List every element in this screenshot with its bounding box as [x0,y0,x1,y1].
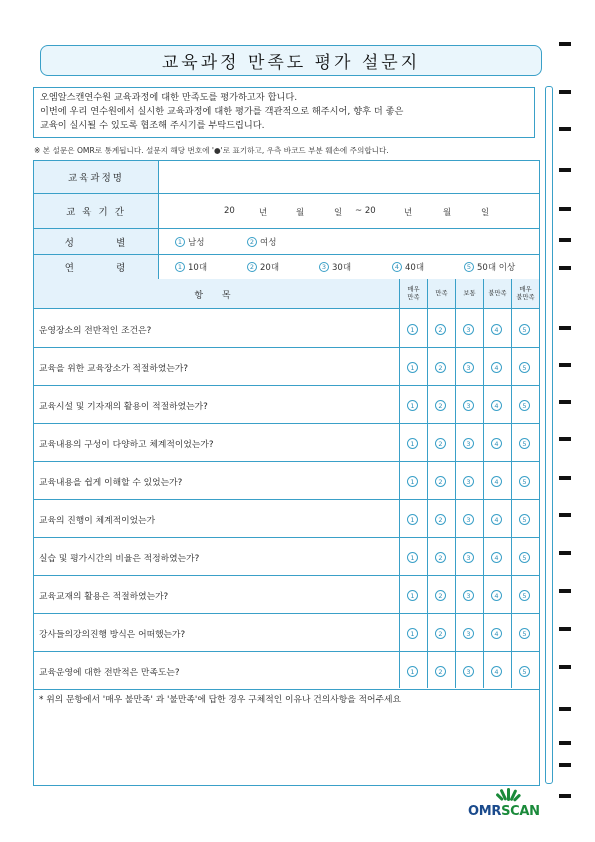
answer-bubble[interactable]: 3 [463,628,474,639]
timing-mark [559,763,571,767]
answer-bubble[interactable]: 5 [519,400,530,411]
bubble-icon: 4 [392,262,402,272]
question-row [34,652,539,690]
answer-bubble[interactable]: 3 [463,324,474,335]
question-text: 교육의 진행이 체계적이었는가 [39,515,156,526]
bubble-icon: 2 [247,237,257,247]
timing-mark [559,665,571,669]
scale-very-dissatisfied: 매우 불만족 [511,279,539,309]
period-to-year-prefix: ~ 20 [355,206,376,216]
answer-bubble[interactable]: 1 [407,514,418,525]
answer-bubble[interactable]: 2 [435,590,446,601]
period-to-year-unit: 년 [404,208,413,218]
option-label: 10대 [188,263,208,273]
answer-bubble[interactable]: 2 [435,514,446,525]
course-name-label: 교육과정명 [34,161,159,193]
timing-mark [559,551,571,555]
intro-text-box [33,87,535,138]
answer-bubble[interactable]: 2 [435,438,446,449]
question-row [34,310,539,348]
survey-form [33,160,540,786]
gender-option-male[interactable] [175,236,204,248]
answer-bubble[interactable]: 4 [491,400,502,411]
scale-satisfied: 만족 [427,279,455,309]
answer-bubble[interactable]: 3 [463,400,474,411]
question-text: 교육시설 및 기자재의 활용이 적절하였는가? [39,401,208,412]
question-row [34,348,539,386]
bubble-icon: 1 [175,262,185,272]
answer-bubble[interactable]: 3 [463,590,474,601]
answer-bubble[interactable]: 5 [519,590,530,601]
comment-area[interactable] [34,706,539,785]
question-row [34,500,539,538]
intro-line: 교육이 실시될 수 있도록 협조해 주시기를 부탁드립니다. [40,120,265,132]
answer-bubble[interactable]: 1 [407,400,418,411]
age-options [159,255,539,279]
answer-bubble[interactable]: 1 [407,552,418,563]
question-text: 교육내용의 구성이 다양하고 체계적이었는가? [39,439,214,450]
answer-bubble[interactable]: 4 [491,324,502,335]
answer-bubble[interactable]: 1 [407,438,418,449]
timing-mark [559,794,571,798]
item-header: 항 목 [194,290,239,301]
logo-text-omr: OMR [468,804,502,819]
bubble-icon: 1 [175,237,185,247]
timing-mark [559,707,571,711]
timing-mark [559,437,571,441]
intro-line: 오엠알스캔연수원 교육과정에 대한 만족도를 평가하고자 합니다. [40,92,298,103]
side-scan-bar [545,86,553,784]
answer-bubble[interactable]: 5 [519,628,530,639]
question-text: 교육내용을 쉽게 이해할 수 있었는가? [39,477,183,488]
answer-bubble[interactable]: 3 [463,514,474,525]
timing-mark [559,326,571,330]
age-option-10s[interactable] [175,261,207,273]
question-row [34,424,539,462]
timing-mark [559,90,571,94]
answer-bubble[interactable]: 4 [491,628,502,639]
timing-mark [559,127,571,131]
gender-option-female[interactable] [247,236,276,248]
answer-bubble[interactable]: 5 [519,362,530,373]
course-name-row [34,161,539,193]
survey-title: 교육과정 만족도 평가 설문지 [40,45,542,76]
answer-bubble[interactable]: 1 [407,362,418,373]
timing-mark [559,476,571,480]
timing-mark [559,266,571,270]
timing-mark [559,589,571,593]
timing-mark [559,207,571,211]
omrscan-logo [468,787,548,823]
answer-bubble[interactable]: 3 [463,666,474,677]
question-text: 교육을 위한 교육장소가 적절하였는가? [39,363,189,374]
logo-emblem-icon [468,787,548,805]
period-to-day-unit: 일 [481,208,490,218]
question-table-header [34,279,539,309]
bubble-icon: 3 [319,262,329,272]
age-label: 연 령 [34,255,159,279]
timing-mark [559,627,571,631]
option-label: 50대 이상 [477,263,516,273]
answer-bubble[interactable]: 5 [519,514,530,525]
period-label: 교 육 기 간 [34,194,159,228]
logo-wordmark [468,804,540,819]
question-row [34,538,539,576]
answer-bubble[interactable]: 2 [435,476,446,487]
intro-line: 이번에 우리 연수원에서 실시한 교육과정에 대한 평가를 객관적으로 해주시어, 향후 더 좋은 [40,106,404,118]
answer-bubble[interactable]: 4 [491,552,502,563]
period-year-unit: 년 [259,208,268,218]
answer-bubble[interactable]: 1 [407,476,418,487]
answer-bubble[interactable]: 4 [491,514,502,525]
question-text: 강사들의강의진행 방식은 어떠했는가? [39,629,186,640]
answer-bubble[interactable]: 2 [435,666,446,677]
answer-bubble[interactable]: 5 [519,666,530,677]
question-text: 교육운영에 대한 전반적은 만족도는? [39,667,180,678]
answer-bubble[interactable]: 5 [519,552,530,563]
age-row [34,255,539,279]
option-label: 20대 [260,263,280,273]
question-row [34,386,539,424]
answer-bubble[interactable]: 3 [463,438,474,449]
period-month-unit: 월 [296,208,305,218]
answer-bubble[interactable]: 4 [491,590,502,601]
age-option-50s-plus[interactable] [464,261,515,273]
timing-mark [559,238,571,242]
answer-bubble[interactable]: 4 [491,362,502,373]
timing-mark [559,168,571,172]
course-name-field[interactable] [159,161,539,193]
period-row [34,194,539,228]
answer-bubble[interactable]: 4 [491,438,502,449]
gender-row [34,229,539,254]
timing-mark [559,42,571,46]
answer-bubble[interactable]: 2 [435,552,446,563]
answer-bubble[interactable]: 3 [463,552,474,563]
gender-label: 성 별 [34,229,159,254]
bubble-icon: 2 [247,262,257,272]
option-label: 여성 [260,237,277,248]
answer-bubble[interactable]: 1 [407,324,418,335]
answer-bubble[interactable]: 1 [407,590,418,601]
period-year-prefix: 20 [224,206,235,216]
timing-mark [559,741,571,745]
period-day-unit: 일 [334,208,343,218]
question-text: 실습 및 평가시간의 비율은 적정하였는가? [39,553,200,564]
answer-bubble[interactable]: 2 [435,362,446,373]
timing-mark [559,363,571,367]
question-row [34,614,539,652]
answer-bubble[interactable]: 5 [519,476,530,487]
answer-bubble[interactable]: 2 [435,400,446,411]
gender-options [159,229,539,254]
scale-neutral: 보통 [455,279,483,309]
timing-mark [559,513,571,517]
answer-bubble[interactable]: 3 [463,362,474,373]
timing-mark [559,400,571,404]
question-row [34,462,539,500]
comment-instruction: * 위의 문항에서 '매우 불만족' 과 '불만족'에 답한 경우 구체적인 이유나 건의사항을 적어주세요 [39,695,402,705]
option-label: 40대 [405,263,425,273]
question-text: 교육교재의 활용은 적절하였는가? [39,591,169,602]
omr-notice: ※ 본 설문은 OMR로 통계됩니다. 설문지 해당 번호에 '●'로 표기하고, 우측 바코드 부분 훼손에 주의합니다. [34,146,389,155]
answer-bubble[interactable]: 2 [435,324,446,335]
answer-bubble[interactable]: 4 [491,666,502,677]
question-text: 운영장소의 전반적인 조건은? [39,325,152,336]
logo-text-scan: SCAN [501,804,540,819]
period-field[interactable] [159,194,539,228]
answer-bubble[interactable]: 2 [435,628,446,639]
age-option-30s[interactable] [319,261,351,273]
answer-bubble[interactable]: 4 [491,476,502,487]
question-row [34,576,539,614]
option-label: 30대 [332,263,352,273]
answer-bubble[interactable]: 1 [407,628,418,639]
period-to-month-unit: 월 [443,208,452,218]
bubble-icon: 5 [464,262,474,272]
scale-dissatisfied: 불만족 [483,279,511,309]
answer-bubble[interactable]: 1 [407,666,418,677]
age-option-20s[interactable] [247,261,279,273]
scale-very-satisfied: 매우 만족 [399,279,427,309]
age-option-40s[interactable] [392,261,424,273]
answer-bubble[interactable]: 5 [519,438,530,449]
answer-bubble[interactable]: 3 [463,476,474,487]
option-label: 남성 [188,237,205,248]
answer-bubble[interactable]: 5 [519,324,530,335]
